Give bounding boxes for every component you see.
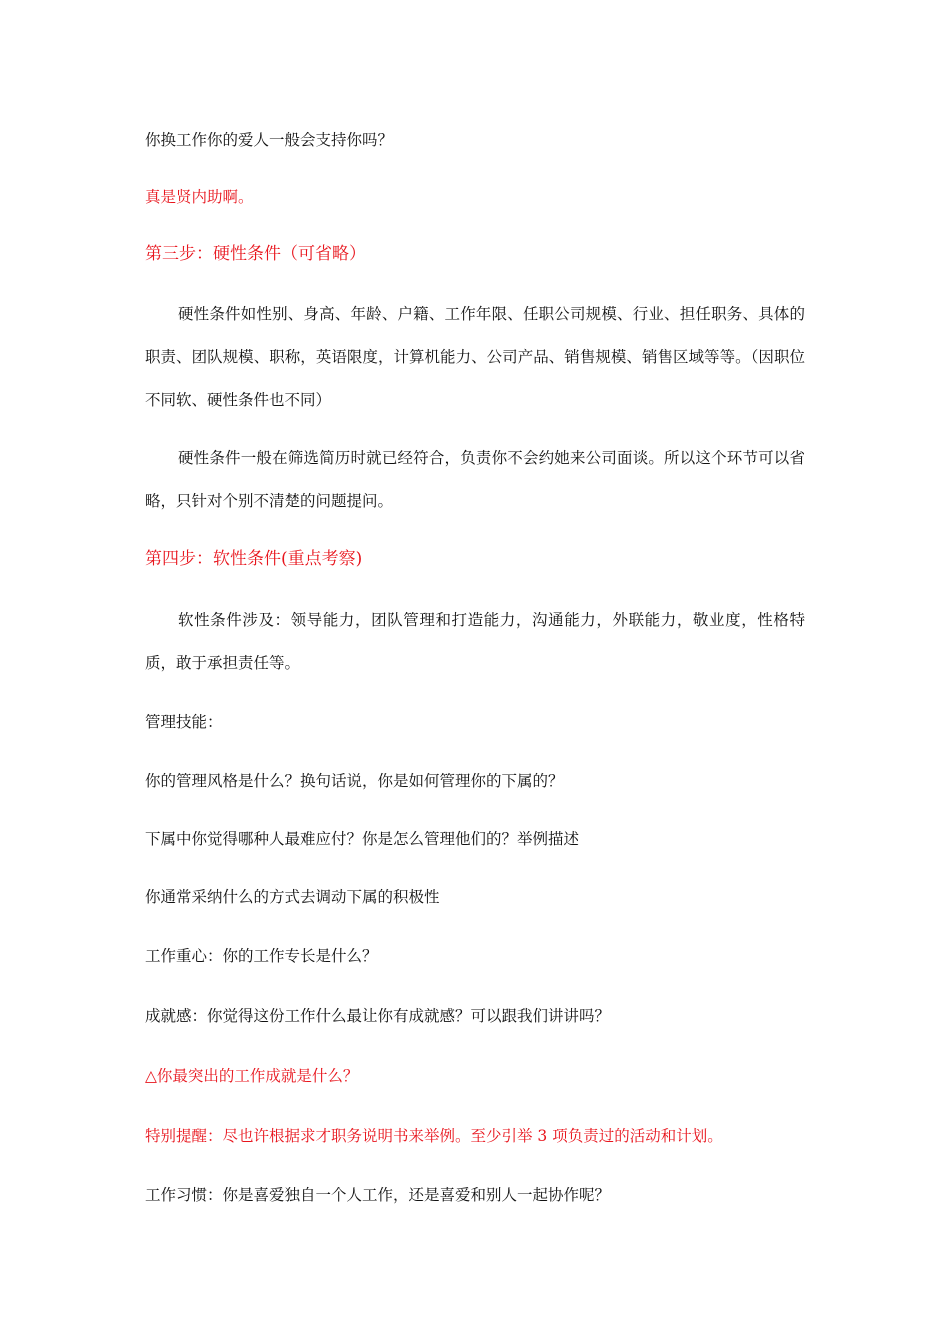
step4-paragraph-1: 软性条件涉及：领导能力，团队管理和打造能力，沟通能力，外联能力，敬业度，性格特质，敢于承担责任等。: [145, 611, 805, 672]
step3-heading: 第三步：硬性条件（可省略）: [145, 244, 366, 264]
comment-spouse: 真是贤内助啊。: [145, 188, 254, 206]
step4-heading: 第四步：软性条件(重点考察): [145, 549, 363, 569]
question-motivation: 你通常采纳什么的方式去调动下属的积极性: [145, 888, 440, 906]
step3-paragraph-1: 硬性条件如性别、身高、年龄、户籍、工作年限、任职公司规模、行业、担任职务、具体的职责、团队规模、职称，英语限度，计算机能力、公司产品、销售规模、销售区域等等。（因职位不同软、硬性条件也不同）: [145, 305, 805, 409]
question-work-focus: 工作重心：你的工作专长是什么？: [145, 947, 378, 965]
management-skills-label: 管理技能：: [145, 713, 223, 731]
step3-paragraph-2: 硬性条件一般在筛选简历时就已经符合，负责你不会约她来公司面谈。所以这个环节可以省略，只针对个别不清楚的问题提问。: [145, 449, 805, 510]
question-management-style: 你的管理风格是什么？换句话说，你是如何管理你的下属的？: [145, 772, 564, 790]
special-reminder: 特别提醒：尽也许根据求才职务说明书来举例。至少引举 3 项负责过的活动和计划。: [145, 1127, 723, 1145]
question-top-achievement: △你最突出的工作成就是什么？: [145, 1067, 359, 1085]
question-work-habit: 工作习惯：你是喜爱独自一个人工作，还是喜爱和别人一起协作呢？: [145, 1186, 611, 1204]
question-achievement: 成就感：你觉得这份工作什么最让你有成就感？可以跟我们讲讲吗？: [145, 1007, 611, 1025]
question-hard-subordinates: 下属中你觉得哪种人最难应付？你是怎么管理他们的？举例描述: [145, 830, 580, 848]
question-spouse-support: 你换工作你的爱人一般会支持你吗？: [145, 131, 394, 149]
